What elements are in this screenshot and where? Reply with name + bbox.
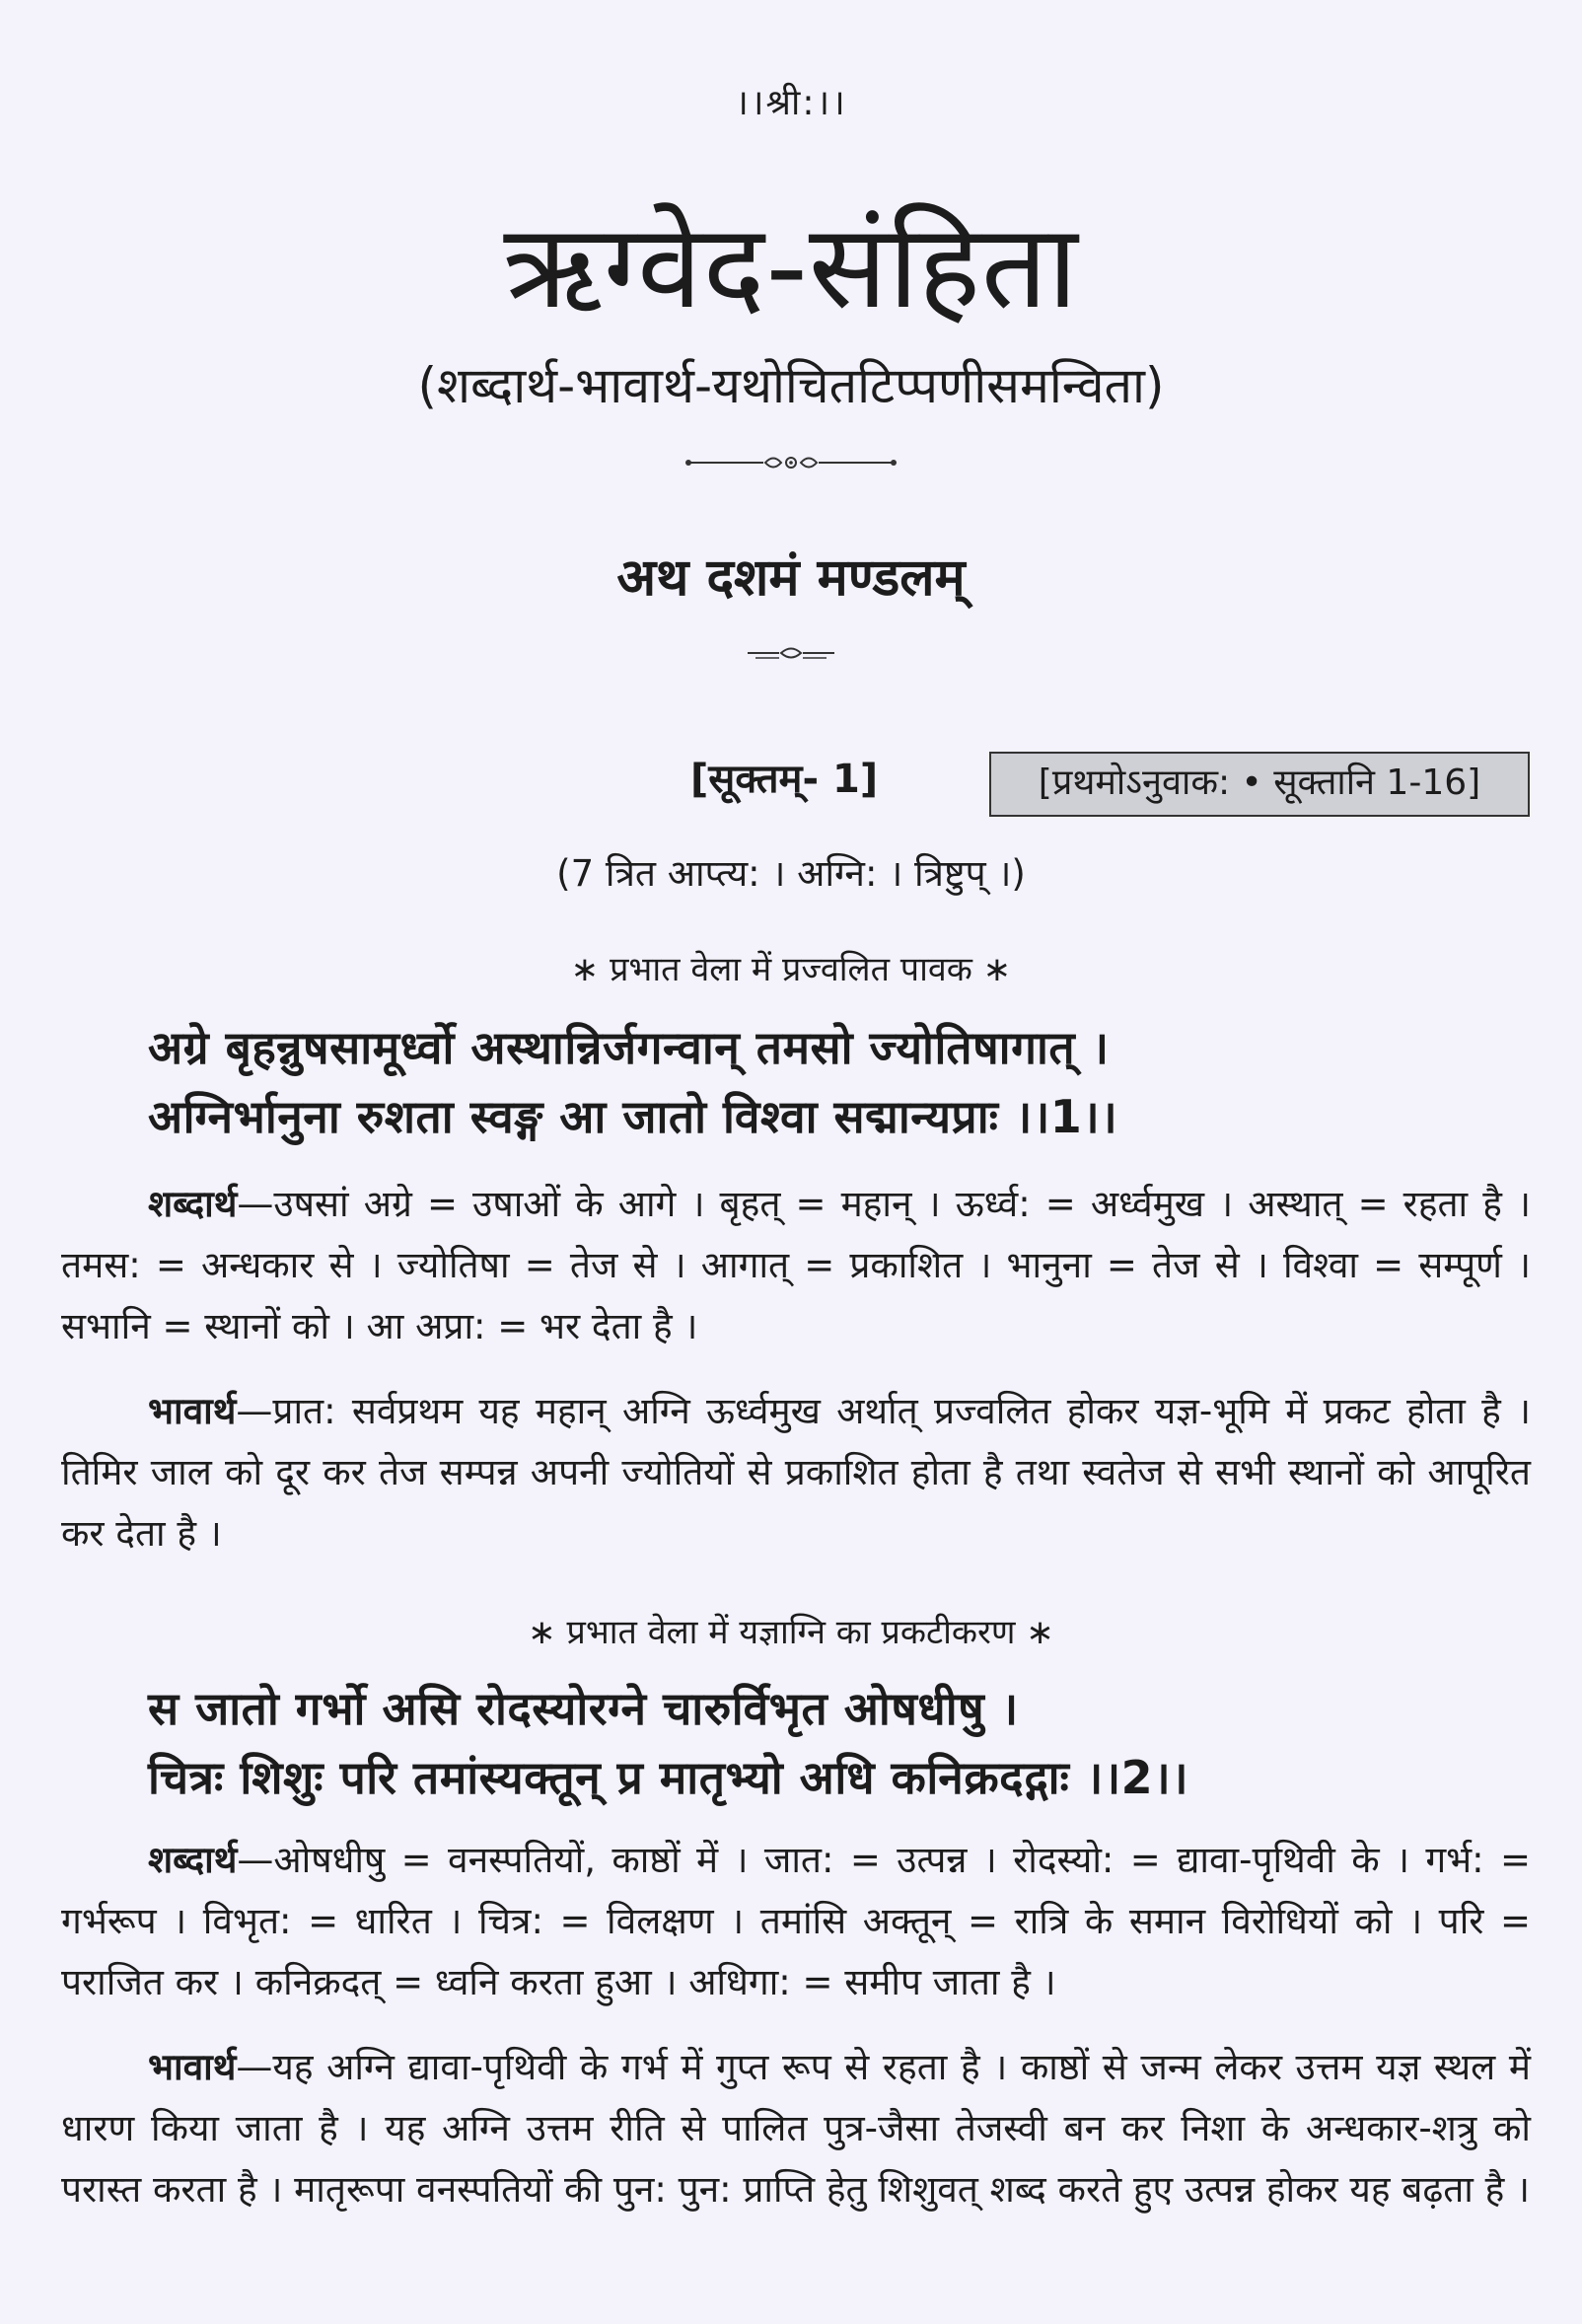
shabdarth-label: शब्दार्थ	[148, 1839, 238, 1881]
verse-2-bhavarth	[61, 2037, 1531, 2220]
verse-2-mantra-line-2: चित्रः शिशुः परि तमांस्यक्तून् प्र मातृभ्यो अधि कनिक्रदद्गाः ।।2।।	[148, 1751, 1189, 1804]
shabdarth-text: —ओषधीषु = वनस्पतियों, काष्ठों में । जात: = उत्पन्न । रोदस्यो: = द्यावा-पृथिवी के । गर्भ: = गर्भरूप । विभृत: = धारित । चित्र: = विलक्षण । तमांसि अक्तून् = रात्रि के समान विरोधियों को । परि = पराजित कर । कनिक्रदत् = ध्वनि करता हुआ । अधिगा: = समीप जाता है ।	[61, 1839, 1531, 2003]
verse-1-mantra-line-2: अग्निर्भानुना रुशता स्वङ्ग आ जातो विश्वा सद्मान्यप्राः ।।1।।	[148, 1090, 1118, 1143]
sukta-label: [सूक्तम्- 1]	[690, 757, 879, 802]
shri-invocation: ।।श्री:।।	[735, 83, 847, 123]
verse-1-mantra-line-1: अग्रे बृहन्नुषसामूर्ध्वो अस्थान्निर्जगन्वान् तमसो ज्योतिषागात् ।	[148, 1021, 1110, 1074]
shabdarth-text: —उषसां अग्रे = उषाओं के आगे । बृहत् = महान् । ऊर्ध्व: = अर्ध्वमुख । अस्थात् = रहता है । तमस: = अन्धकार से । ज्योतिषा = तेज से । आगात् = प्रकाशित । भानुना = तेज से । विश्वा = सम्पूर्ण । सभानि = स्थानों को । आ अप्रा: = भर देता है ।	[61, 1183, 1531, 1347]
mandal-heading: अथ दशमं मण्डलम्	[616, 548, 966, 608]
verse-2-shabdarth	[61, 1830, 1531, 2013]
shabdarth-label: शब्दार्थ	[148, 1183, 238, 1225]
verse-1-bhavarth	[61, 1381, 1531, 1564]
verse-2-heading: ∗ प्रभात वेला में यज्ञाग्नि का प्रकटीकरण ∗	[528, 1613, 1054, 1652]
verse-1-heading: ∗ प्रभात वेला में प्रज्वलित पावक ∗	[570, 950, 1012, 989]
bhavarth-text: —प्रात: सर्वप्रथम यह महान् अग्नि ऊर्ध्वमुख अर्थात् प्रज्वलित होकर यज्ञ-भूमि में प्रकट होता है । तिमिर जाल को दूर कर तेज सम्पन्न अपनी ज्योतियों से प्रकाशित होता है तथा स्वतेज से सभी स्थानों को आपूरित कर देता है ।	[61, 1390, 1531, 1555]
bhavarth-text: —यह अग्नि द्यावा-पृथिवी के गर्भ में गुप्त रूप से रहता है । काष्ठों से जन्म लेकर उत्तम यज्ञ स्थल में धारण किया जाता है । यह अग्नि उत्तम रीति से पालित पुत्र-जैसा तेजस्वी बन कर निशा के अन्धकार-शत्रु को परास्त करता है । मातृरूपा वनस्पतियों की पुन: पुन: प्राप्ति हेतु शिशुवत् शब्द करते हुए उत्पन्न होकर यह बढ़ता है ।	[61, 2046, 1531, 2211]
verse-1-shabdarth	[61, 1174, 1531, 1357]
rishi-devata-chhand: (7 त्रित आप्त्य: । अग्नि: । त्रिष्टुप् ।)	[556, 852, 1026, 895]
ornament-divider	[0, 452, 1582, 477]
bhavarth-label: भावार्थ	[148, 2046, 237, 2088]
page-title: ऋग्वेद-संहिता	[503, 198, 1079, 334]
bhavarth-label: भावार्थ	[148, 1390, 237, 1432]
ornament-divider-small	[0, 643, 1582, 667]
page-subtitle: (शब्दार्थ-भावार्थ-यथोचितटिप्पणीसमन्विता)	[417, 357, 1165, 414]
verse-2-mantra-line-1: स जातो गर्भो असि रोदस्योरग्ने चारुर्विभृत ओषधीषु ।	[148, 1682, 1019, 1735]
anuvak-box: [प्रथमोऽनुवाक: • सूक्तानि 1-16]	[989, 752, 1530, 817]
